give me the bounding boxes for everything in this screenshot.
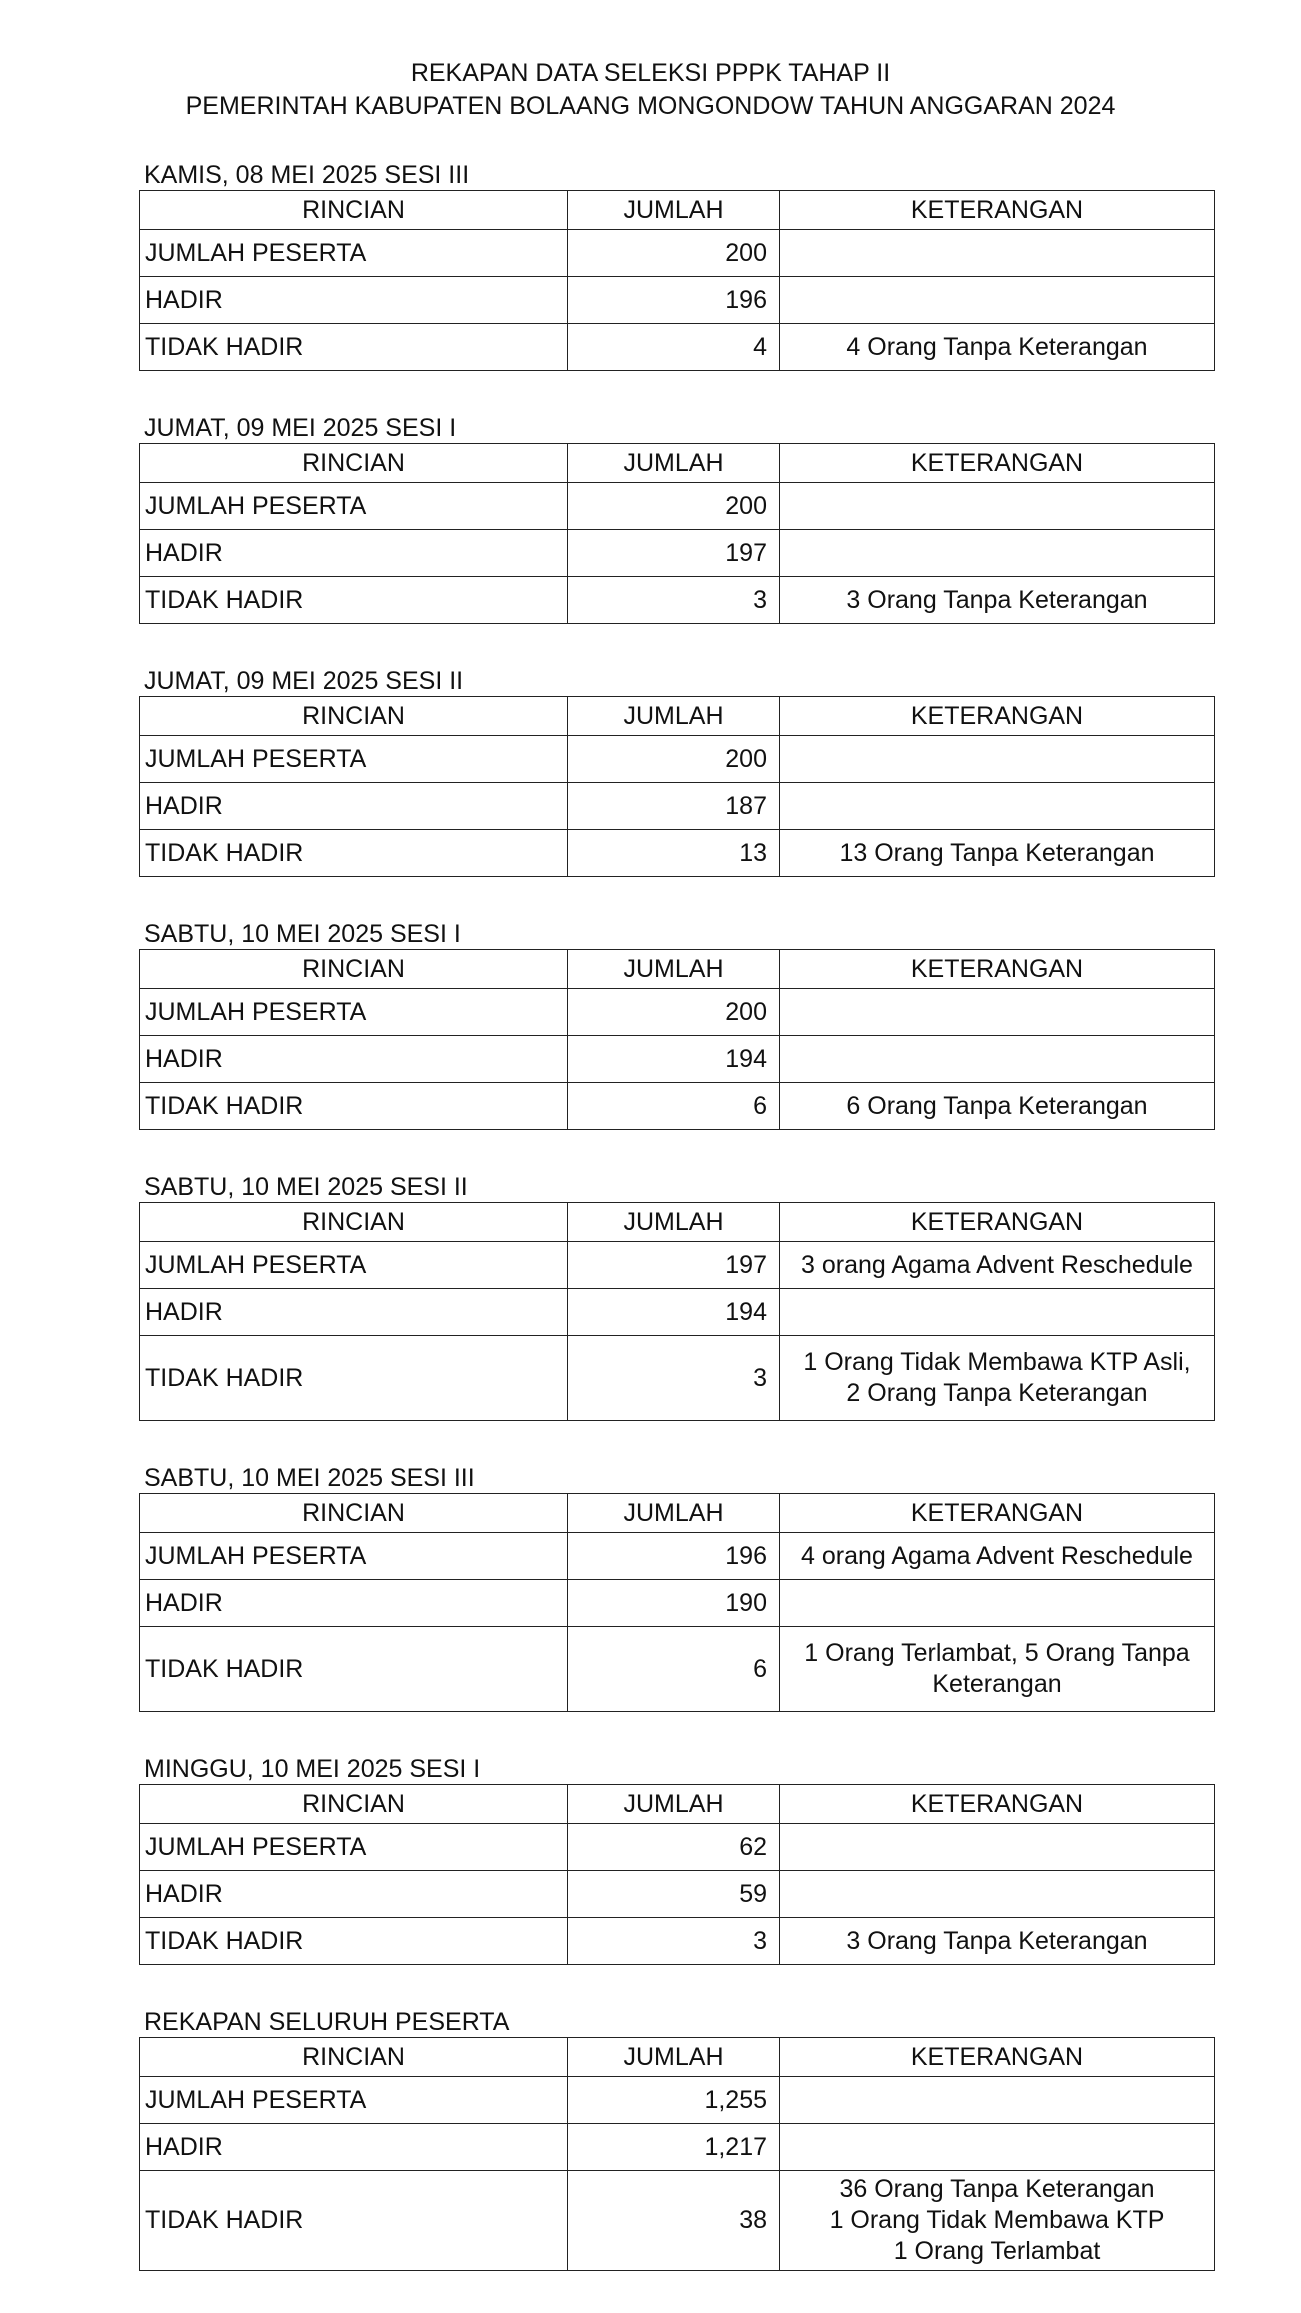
keterangan-line: Keterangan [932, 1670, 1062, 1698]
header-keterangan: KETERANGAN [780, 1785, 1215, 1824]
keterangan-line: 3 orang Agama Advent Reschedule [801, 1250, 1193, 1279]
keterangan-line: 1 Orang Tidak Membawa KTP [829, 2206, 1165, 2234]
table-header-row [140, 1785, 1215, 1824]
cell-jumlah: 4 [568, 324, 780, 371]
session-section [139, 1172, 1214, 1421]
cell-rincian: HADIR [140, 1871, 568, 1918]
cell-jumlah: 59 [568, 1871, 780, 1918]
keterangan-line: 36 Orang Tanpa Keterangan [839, 2175, 1155, 2203]
cell-jumlah: 1,255 [568, 2077, 780, 2124]
cell-keterangan [780, 1533, 1215, 1580]
table-row [140, 783, 1215, 830]
session-section [139, 413, 1214, 624]
cell-jumlah: 196 [568, 277, 780, 324]
session-section [139, 666, 1214, 877]
session-section [139, 160, 1214, 371]
session-table [139, 1493, 1215, 1712]
cell-jumlah: 190 [568, 1580, 780, 1627]
cell-jumlah: 200 [568, 230, 780, 277]
table-header-row [140, 444, 1215, 483]
header-rincian: RINCIAN [140, 2038, 568, 2077]
header-jumlah: JUMLAH [568, 444, 780, 483]
cell-keterangan [780, 736, 1215, 783]
table-row [140, 1289, 1215, 1336]
table-header-row [140, 950, 1215, 989]
table-row [140, 2171, 1215, 2271]
cell-rincian: HADIR [140, 2124, 568, 2171]
cell-rincian: TIDAK HADIR [140, 1918, 568, 1965]
table-row [140, 1627, 1215, 1712]
cell-jumlah: 6 [568, 1083, 780, 1130]
section-heading: SABTU, 10 MEI 2025 SESI III [144, 1464, 475, 1492]
session-table [139, 1784, 1215, 1965]
cell-rincian: JUMLAH PESERTA [140, 1242, 568, 1289]
cell-rincian: JUMLAH PESERTA [140, 230, 568, 277]
cell-jumlah: 200 [568, 483, 780, 530]
cell-rincian: TIDAK HADIR [140, 830, 568, 877]
table-header-row [140, 2038, 1215, 2077]
keterangan-line: 6 Orang Tanpa Keterangan [846, 1091, 1148, 1120]
cell-jumlah: 3 [568, 1336, 780, 1421]
session-table [139, 443, 1215, 624]
cell-keterangan [780, 1083, 1215, 1130]
cell-rincian: HADIR [140, 277, 568, 324]
header-jumlah: JUMLAH [568, 697, 780, 736]
cell-rincian: HADIR [140, 783, 568, 830]
section-heading: KAMIS, 08 MEI 2025 SESI III [144, 161, 470, 189]
document-title-line-2: PEMERINTAH KABUPATEN BOLAANG MONGONDOW TAHUN ANGGARAN 2024 [185, 92, 1116, 120]
table-row [140, 1580, 1215, 1627]
table-row [140, 577, 1215, 624]
keterangan-line: 4 Orang Tanpa Keterangan [846, 332, 1148, 361]
cell-rincian: JUMLAH PESERTA [140, 989, 568, 1036]
cell-keterangan [780, 1627, 1215, 1712]
keterangan-line: 1 Orang Tidak Membawa KTP Asli, [803, 1348, 1191, 1376]
cell-keterangan [780, 1871, 1215, 1918]
table-row [140, 1336, 1215, 1421]
cell-keterangan [780, 483, 1215, 530]
header-keterangan: KETERANGAN [780, 191, 1215, 230]
header-jumlah: JUMLAH [568, 1203, 780, 1242]
cell-keterangan [780, 1336, 1215, 1421]
cell-keterangan [780, 530, 1215, 577]
header-jumlah: JUMLAH [568, 1785, 780, 1824]
session-table [139, 1202, 1215, 1421]
session-table [139, 949, 1215, 1130]
keterangan-line: 1 Orang Terlambat [893, 2237, 1101, 2265]
header-keterangan: KETERANGAN [780, 1203, 1215, 1242]
section-heading: MINGGU, 10 MEI 2025 SESI I [144, 1755, 481, 1783]
section-heading: SABTU, 10 MEI 2025 SESI I [144, 920, 461, 948]
header-keterangan: KETERANGAN [780, 950, 1215, 989]
cell-rincian: JUMLAH PESERTA [140, 736, 568, 783]
cell-rincian: HADIR [140, 530, 568, 577]
cell-rincian: HADIR [140, 1580, 568, 1627]
cell-keterangan [780, 2077, 1215, 2124]
header-keterangan: KETERANGAN [780, 697, 1215, 736]
cell-keterangan [780, 1580, 1215, 1627]
cell-rincian: TIDAK HADIR [140, 1627, 568, 1712]
cell-jumlah: 194 [568, 1289, 780, 1336]
table-header-row [140, 697, 1215, 736]
cell-jumlah: 197 [568, 1242, 780, 1289]
cell-jumlah: 1,217 [568, 2124, 780, 2171]
cell-rincian: TIDAK HADIR [140, 577, 568, 624]
cell-keterangan [780, 783, 1215, 830]
table-row [140, 1533, 1215, 1580]
cell-keterangan [780, 1242, 1215, 1289]
cell-rincian: HADIR [140, 1036, 568, 1083]
cell-jumlah: 3 [568, 1918, 780, 1965]
table-row [140, 830, 1215, 877]
cell-rincian: HADIR [140, 1289, 568, 1336]
cell-jumlah: 6 [568, 1627, 780, 1712]
cell-jumlah: 197 [568, 530, 780, 577]
cell-jumlah: 200 [568, 736, 780, 783]
session-section [139, 1754, 1214, 1965]
cell-keterangan [780, 277, 1215, 324]
document-title-line-1: REKAPAN DATA SELEKSI PPPK TAHAP II [410, 59, 891, 87]
session-section [139, 919, 1214, 1130]
cell-rincian: TIDAK HADIR [140, 1336, 568, 1421]
cell-rincian: JUMLAH PESERTA [140, 483, 568, 530]
cell-jumlah: 187 [568, 783, 780, 830]
cell-keterangan [780, 830, 1215, 877]
header-keterangan: KETERANGAN [780, 2038, 1215, 2077]
table-row [140, 1871, 1215, 1918]
header-rincian: RINCIAN [140, 1785, 568, 1824]
table-row [140, 277, 1215, 324]
cell-keterangan [780, 1289, 1215, 1336]
section-heading: JUMAT, 09 MEI 2025 SESI I [144, 414, 457, 442]
cell-keterangan [780, 989, 1215, 1036]
keterangan-line: 1 Orang Terlambat, 5 Orang Tanpa [804, 1639, 1190, 1667]
cell-jumlah: 62 [568, 1824, 780, 1871]
header-keterangan: KETERANGAN [780, 444, 1215, 483]
keterangan-line: 3 Orang Tanpa Keterangan [846, 1926, 1148, 1955]
header-rincian: RINCIAN [140, 697, 568, 736]
cell-rincian: TIDAK HADIR [140, 2171, 568, 2271]
cell-rincian: JUMLAH PESERTA [140, 2077, 568, 2124]
cell-jumlah: 196 [568, 1533, 780, 1580]
session-table [139, 696, 1215, 877]
header-rincian: RINCIAN [140, 1203, 568, 1242]
cell-rincian: TIDAK HADIR [140, 1083, 568, 1130]
table-row [140, 324, 1215, 371]
session-section [139, 2007, 1214, 2271]
table-row [140, 1242, 1215, 1289]
table-header-row [140, 1494, 1215, 1533]
table-row [140, 2124, 1215, 2171]
header-rincian: RINCIAN [140, 1494, 568, 1533]
keterangan-line: 13 Orang Tanpa Keterangan [839, 838, 1155, 867]
table-header-row [140, 1203, 1215, 1242]
cell-jumlah: 194 [568, 1036, 780, 1083]
cell-jumlah: 200 [568, 989, 780, 1036]
keterangan-line: 3 Orang Tanpa Keterangan [846, 585, 1148, 614]
header-rincian: RINCIAN [140, 444, 568, 483]
header-jumlah: JUMLAH [568, 191, 780, 230]
table-row [140, 483, 1215, 530]
table-row [140, 1824, 1215, 1871]
header-rincian: RINCIAN [140, 950, 568, 989]
table-row [140, 736, 1215, 783]
sections-container [139, 160, 1214, 2313]
table-row [140, 1083, 1215, 1130]
table-row [140, 530, 1215, 577]
session-section [139, 1463, 1214, 1712]
session-table [139, 190, 1215, 371]
cell-keterangan [780, 230, 1215, 277]
table-row [140, 989, 1215, 1036]
section-heading: REKAPAN SELURUH PESERTA [144, 2008, 510, 2036]
header-jumlah: JUMLAH [568, 2038, 780, 2077]
header-jumlah: JUMLAH [568, 950, 780, 989]
cell-keterangan [780, 2124, 1215, 2171]
table-row [140, 1918, 1215, 1965]
cell-keterangan [780, 577, 1215, 624]
header-jumlah: JUMLAH [568, 1494, 780, 1533]
header-keterangan: KETERANGAN [780, 1494, 1215, 1533]
cell-rincian: JUMLAH PESERTA [140, 1533, 568, 1580]
cell-keterangan [780, 324, 1215, 371]
table-row [140, 2077, 1215, 2124]
table-header-row [140, 191, 1215, 230]
table-row [140, 1036, 1215, 1083]
header-rincian: RINCIAN [140, 191, 568, 230]
cell-jumlah: 13 [568, 830, 780, 877]
table-row [140, 230, 1215, 277]
session-table [139, 2037, 1215, 2271]
cell-keterangan [780, 2171, 1215, 2271]
cell-keterangan [780, 1824, 1215, 1871]
cell-keterangan [780, 1918, 1215, 1965]
cell-keterangan [780, 1036, 1215, 1083]
cell-jumlah: 38 [568, 2171, 780, 2271]
section-heading: JUMAT, 09 MEI 2025 SESI II [144, 667, 464, 695]
document-title [0, 57, 1301, 123]
cell-jumlah: 3 [568, 577, 780, 624]
cell-rincian: TIDAK HADIR [140, 324, 568, 371]
section-heading: SABTU, 10 MEI 2025 SESI II [144, 1173, 468, 1201]
cell-rincian: JUMLAH PESERTA [140, 1824, 568, 1871]
keterangan-line: 4 orang Agama Advent Reschedule [801, 1541, 1193, 1570]
keterangan-line: 2 Orang Tanpa Keterangan [846, 1379, 1148, 1407]
